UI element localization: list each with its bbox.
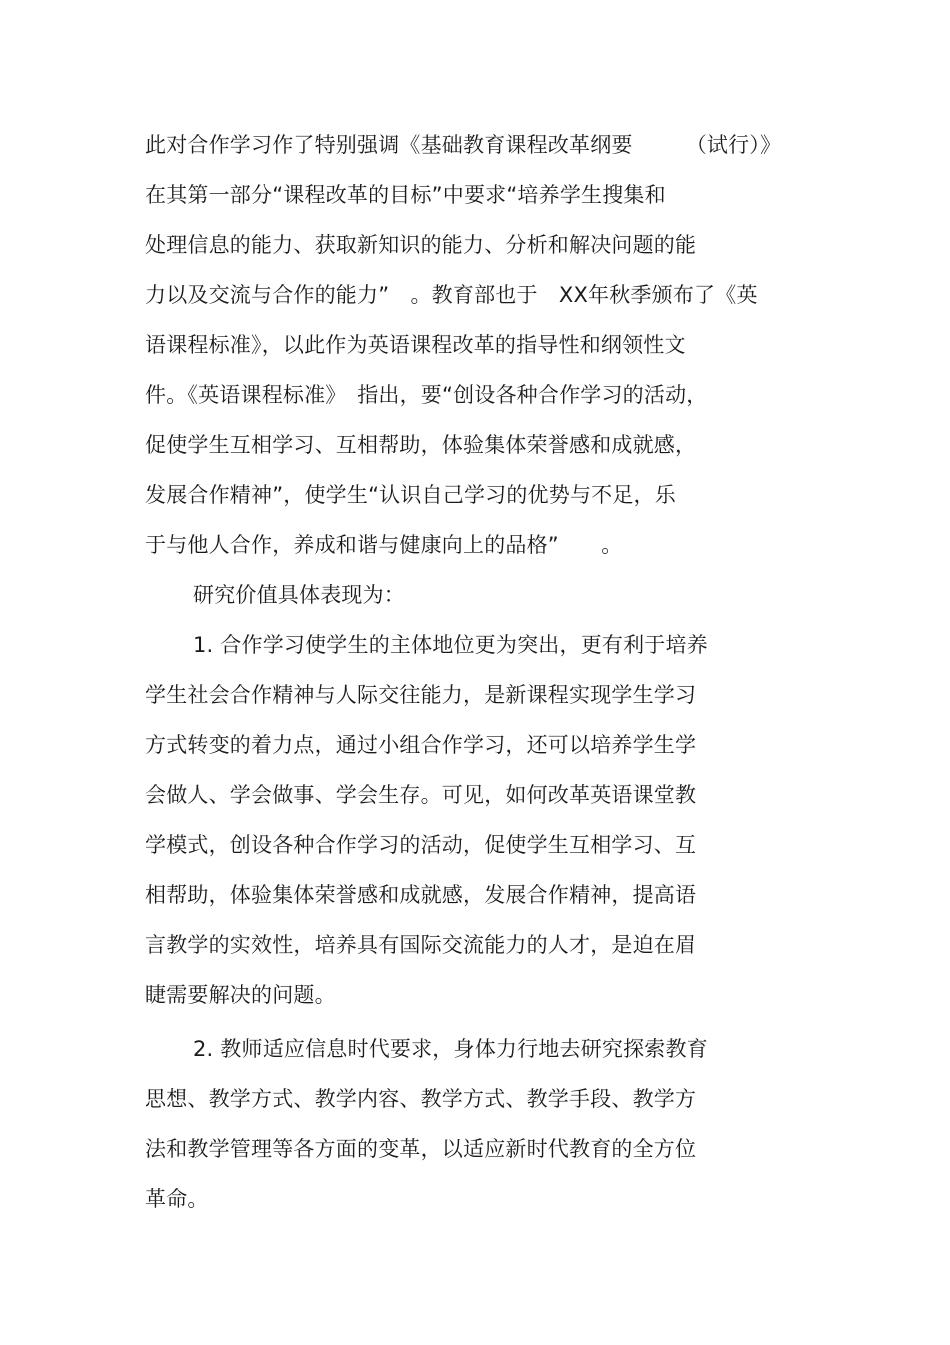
text-line: 方式转变的着力点，通过小组合作学习，还可以培养学生学 bbox=[145, 733, 697, 757]
text-line: 法和教学管理等各方面的变革，以适应新时代教育的全方位 bbox=[145, 1137, 697, 1161]
section-intro-line: 研究价值具体表现为： bbox=[193, 583, 405, 607]
text-line: 思想、教学方式、教学内容、教学方式、教学手段、教学方 bbox=[145, 1087, 697, 1111]
text-line: 处理信息的能力、获取新知识的能力、分析和解决问题的能 bbox=[145, 233, 697, 257]
text-line: 言教学的实效性，培养具有国际交流能力的人才，是迫在眉 bbox=[145, 933, 697, 957]
list-item-2-line: 2. 教师适应信息时代要求，身体力行地去研究探索教育 bbox=[193, 1037, 708, 1061]
text-line: 相帮助，体验集体荣誉感和成就感，发展合作精神，提高语 bbox=[145, 883, 697, 907]
text-line: 会做人、学会做事、学会生存。可见，如何改革英语课堂教 bbox=[145, 783, 697, 807]
text-line: 件。《英语课程标准》 指出，要“创设各种合作学习的活动， bbox=[145, 383, 708, 407]
body-text bbox=[145, 120, 825, 1224]
text-line: 于与他人合作，养成和谐与健康向上的品格” 。 bbox=[145, 533, 623, 557]
text-line: 学生社会合作精神与人际交往能力，是新课程实现学生学习 bbox=[145, 683, 697, 707]
text-line: 学模式，创设各种合作学习的活动，促使学生互相学习、互 bbox=[145, 833, 697, 857]
text-line: 促使学生互相学习、互相帮助，体验集体荣誉感和成就感， bbox=[145, 433, 697, 457]
text-line: 革命。 bbox=[145, 1187, 209, 1211]
text-line: 力以及交流与合作的能力” 。教育部也于 XX年秋季颁布了《英 bbox=[145, 283, 758, 307]
text-line: 语课程标准》，以此作为英语课程改革的指导性和纲领性文 bbox=[145, 333, 686, 357]
text-line: 发展合作精神”，使学生“认识自己学习的优势与不足，乐 bbox=[145, 483, 676, 507]
text-line: 睫需要解决的问题。 bbox=[145, 983, 336, 1007]
list-item-1-line: 1. 合作学习使学生的主体地位更为突出，更有利于培养 bbox=[193, 633, 708, 657]
text-line: 此对合作学习作了特别强调《基础教育课程改革纲要 （试行）》 bbox=[145, 133, 782, 157]
text-line: 在其第一部分“课程改革的目标”中要求“培养学生搜集和 bbox=[145, 183, 666, 207]
